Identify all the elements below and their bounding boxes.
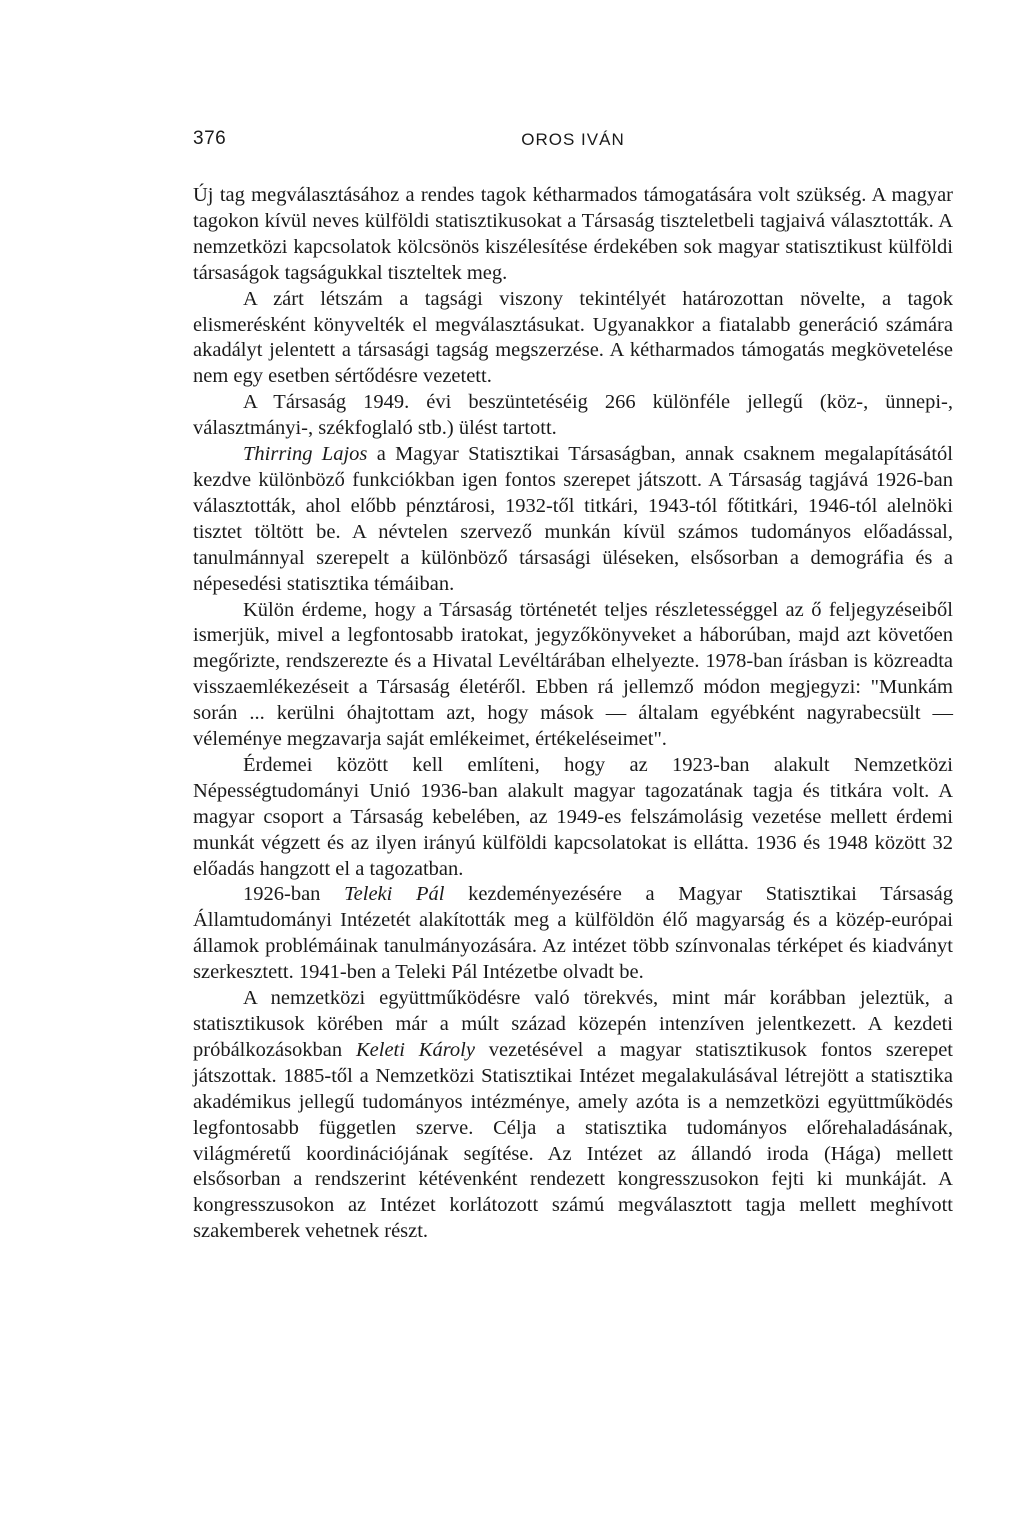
paragraph-text: Külön érdeme, hogy a Társaság történetét teljes részletességgel az ő feljegyzéseiből ismerjük, mivel a legfontosabb iratokat, jegyzőkönyveket a háborúban, majd azt követően megőrizte, rendszerezte és a Hivatal Levéltárában elhelyezte. 1978-ban írásban is közreadta visszaemlékezéseit a Társaság életéről. Ebben rá jellemző módon megjegyzi: "Munkám során ... kerülni óhajtottam azt, hogy mások — általam egyébként nagyrabecsült — véleménye megzavarja saját emlékeimet, értékeléseimet". (193, 598, 953, 751)
page-number: 376 (193, 128, 227, 149)
person-name: Teleki Pál (344, 883, 445, 906)
running-head (193, 128, 953, 158)
paragraph (193, 986, 953, 1245)
running-title: OROS IVÁN (521, 130, 625, 149)
paragraph (193, 390, 953, 442)
paragraph-text: a Magyar Statisztikai Társaságban, annak csaknem megalapításától kezdve különböző funkciókban igen fontos szerepet játszott. A Társaság tagjává 1926-ban választották, ahol előbb pénztárosi, 1932-től titkári, 1943-tól főtitkári, 1946-tól alelnöki tisztet töltött be. A névtelen szervező munkán kívül számos tudományos előadással, tanulmánnyal szerepelt a különböző társasági üléseken, elsősorban a demográfia és a népesedési statisztika témáiban. (193, 443, 954, 595)
body-text (193, 183, 953, 1245)
paragraph-text: A zárt létszám a tagsági viszony tekintélyét határozottan növelte, a tagok elismerésként könyvelték el megválasztásukat. Ugyanakkor a fiatalabb generáció számára akadályt jelentett a társasági tagság megszerzése. A kétharmados támogatás megkövetelése nem egy esetben sértődésre vezetett. (193, 287, 953, 388)
paragraph-text: A nemzetközi együttműködésre való törekvés, mint már korábban jeleztük, a statisztikusok körében már a múlt század közepén intenzíven jelentkezett. A kezdeti próbálkozásokban (193, 987, 953, 1061)
person-name: Keleti Károly (355, 1038, 475, 1061)
paragraph (193, 598, 953, 753)
person-name: Thirring Lajos (243, 443, 368, 466)
paragraph-text: Új tag megválasztásához a rendes tagok kétharmados támogatására volt szükség. A magyar tagokon kívül neves külföldi statisztikusokat a Társaság tiszteletbeli tagjaivá választották. A nemzetközi kapcsolatok kölcsönös kiszélesítése érdekében sok magyar statisztikust külföldi társaságok tagságukkal tiszteltek meg. (193, 184, 953, 284)
paragraph-text: A Társaság 1949. évi beszüntetéséig 266 különféle jellegű (köz-, ünnepi-, választmányi-, székfoglaló stb.) ülést tartott. (193, 391, 953, 440)
paragraph (193, 753, 953, 883)
paragraph-text: vezetésével a magyar statisztikusok fontos szerepet játszottak. 1885-től a Nemzetközi Statisztikai Intézet megalakulásával létrejött a statisztika akadémikus jellegű tudományos intézménye, amely azóta is a nemzetközi együttműködés legfontosabb független szerve. Célja a statisztika tudományos előrehaladásának, világméretű koordinációjának segítése. Az Intézet az állandó iroda (Hága) mellett elsősorban a rendszerint kétévenként rendezett kongresszusokon fejti ki munkáját. A kongresszusokon az Intézet korlátozott számú megválasztott tagja mellett meghívott szakemberek vehetnek részt. (193, 1038, 953, 1243)
paragraph-text: 1926-ban (243, 883, 345, 906)
paragraph (193, 183, 953, 287)
paragraph (193, 442, 953, 597)
paragraph (193, 287, 953, 391)
paragraph-text: Érdemei között kell említeni, hogy az 1923-ban alakult Nemzetközi Népességtudományi Unió 1936-ban alakult magyar tagozatának tagja és titkára volt. A magyar csoport a Társaság kebelében, az 1949-es felszámolásig vezetése mellett érdemi munkát végzett és az ilyen irányú külföldi kapcsolatokat is ellátta. 1936 és 1948 között 32 előadás hangzott el a tagozatban. (193, 753, 953, 880)
paragraph (193, 882, 953, 986)
paragraph-text: kezdeményezésére a Magyar Statisztikai Társaság Államtudományi Intézetét alakították meg a külföldön élő magyarság és a közép-európai államok problémáinak tanulmányozására. Az intézet több színvonalas térképet és kiadványt szerkesztett. 1941-ben a Teleki Pál Intézetbe olvadt be. (193, 883, 953, 984)
